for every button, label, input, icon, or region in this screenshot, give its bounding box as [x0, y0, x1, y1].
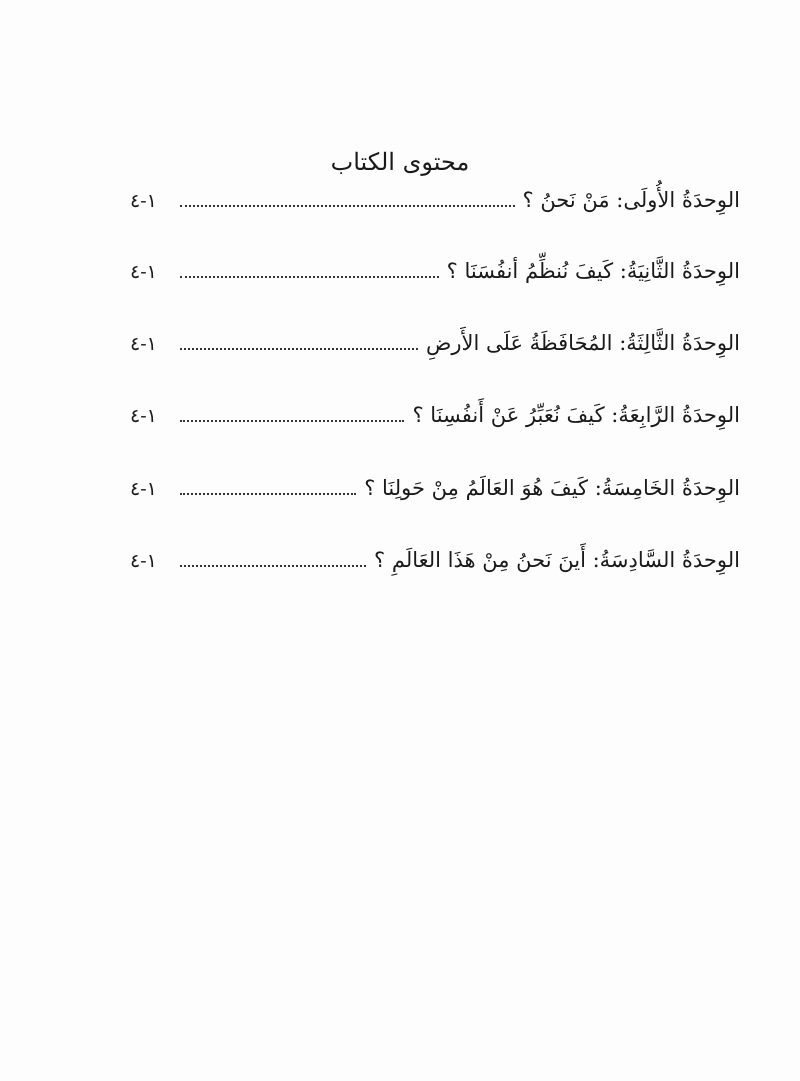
toc-entry: [130, 397, 740, 433]
toc-title: محتوى الكتاب: [330, 148, 470, 176]
toc-entry-title: الوِحدَةُ الثَّالِثَةُ: المُحَافَظَةُ عَلَى الأَرضِ: [425, 331, 740, 355]
toc-entry-page: ١-٤: [130, 190, 157, 212]
toc-entry-title: الوِحدَةُ الأُولَى: مَنْ نَحنُ ؟: [522, 188, 740, 212]
dot-leader: [180, 205, 515, 207]
toc-entry: [130, 470, 740, 506]
toc-entry-page: ١-٤: [130, 478, 157, 500]
dot-leader: [180, 348, 418, 350]
toc-entry-title: الوِحدَةُ الرَّابِعَةُ: كَيفَ نُعَبِّرُ عَنْ أَنفُسِنَا ؟: [412, 403, 740, 427]
dot-leader: [180, 276, 439, 278]
toc-entry-title: الوِحدَةُ السَّادِسَةُ: أَينَ نَحنُ مِنْ هَذَا العَالَمِ ؟: [374, 548, 740, 572]
toc-entry: [130, 542, 740, 578]
dot-leader: [180, 493, 356, 495]
toc-entry-title: الوِحدَةُ الثَّانِيَةُ: كَيفَ نُنظِّمُ أنفُسَنَا ؟: [446, 259, 740, 283]
toc-entry-page: ١-٤: [130, 405, 157, 427]
toc-entry-page: ١-٤: [130, 333, 157, 355]
toc-entry: [130, 253, 740, 289]
toc-entry-title: الوِحدَةُ الخَامِسَةُ: كَيفَ هُوَ العَالَمُ مِنْ حَولِنَا ؟: [364, 476, 740, 500]
toc-entry-page: ١-٤: [130, 261, 157, 283]
toc-entry: [130, 325, 740, 361]
dot-leader: [180, 420, 404, 422]
dot-leader: [180, 565, 366, 567]
toc-entry: [130, 182, 740, 218]
toc-entry-page: ١-٤: [130, 550, 157, 572]
